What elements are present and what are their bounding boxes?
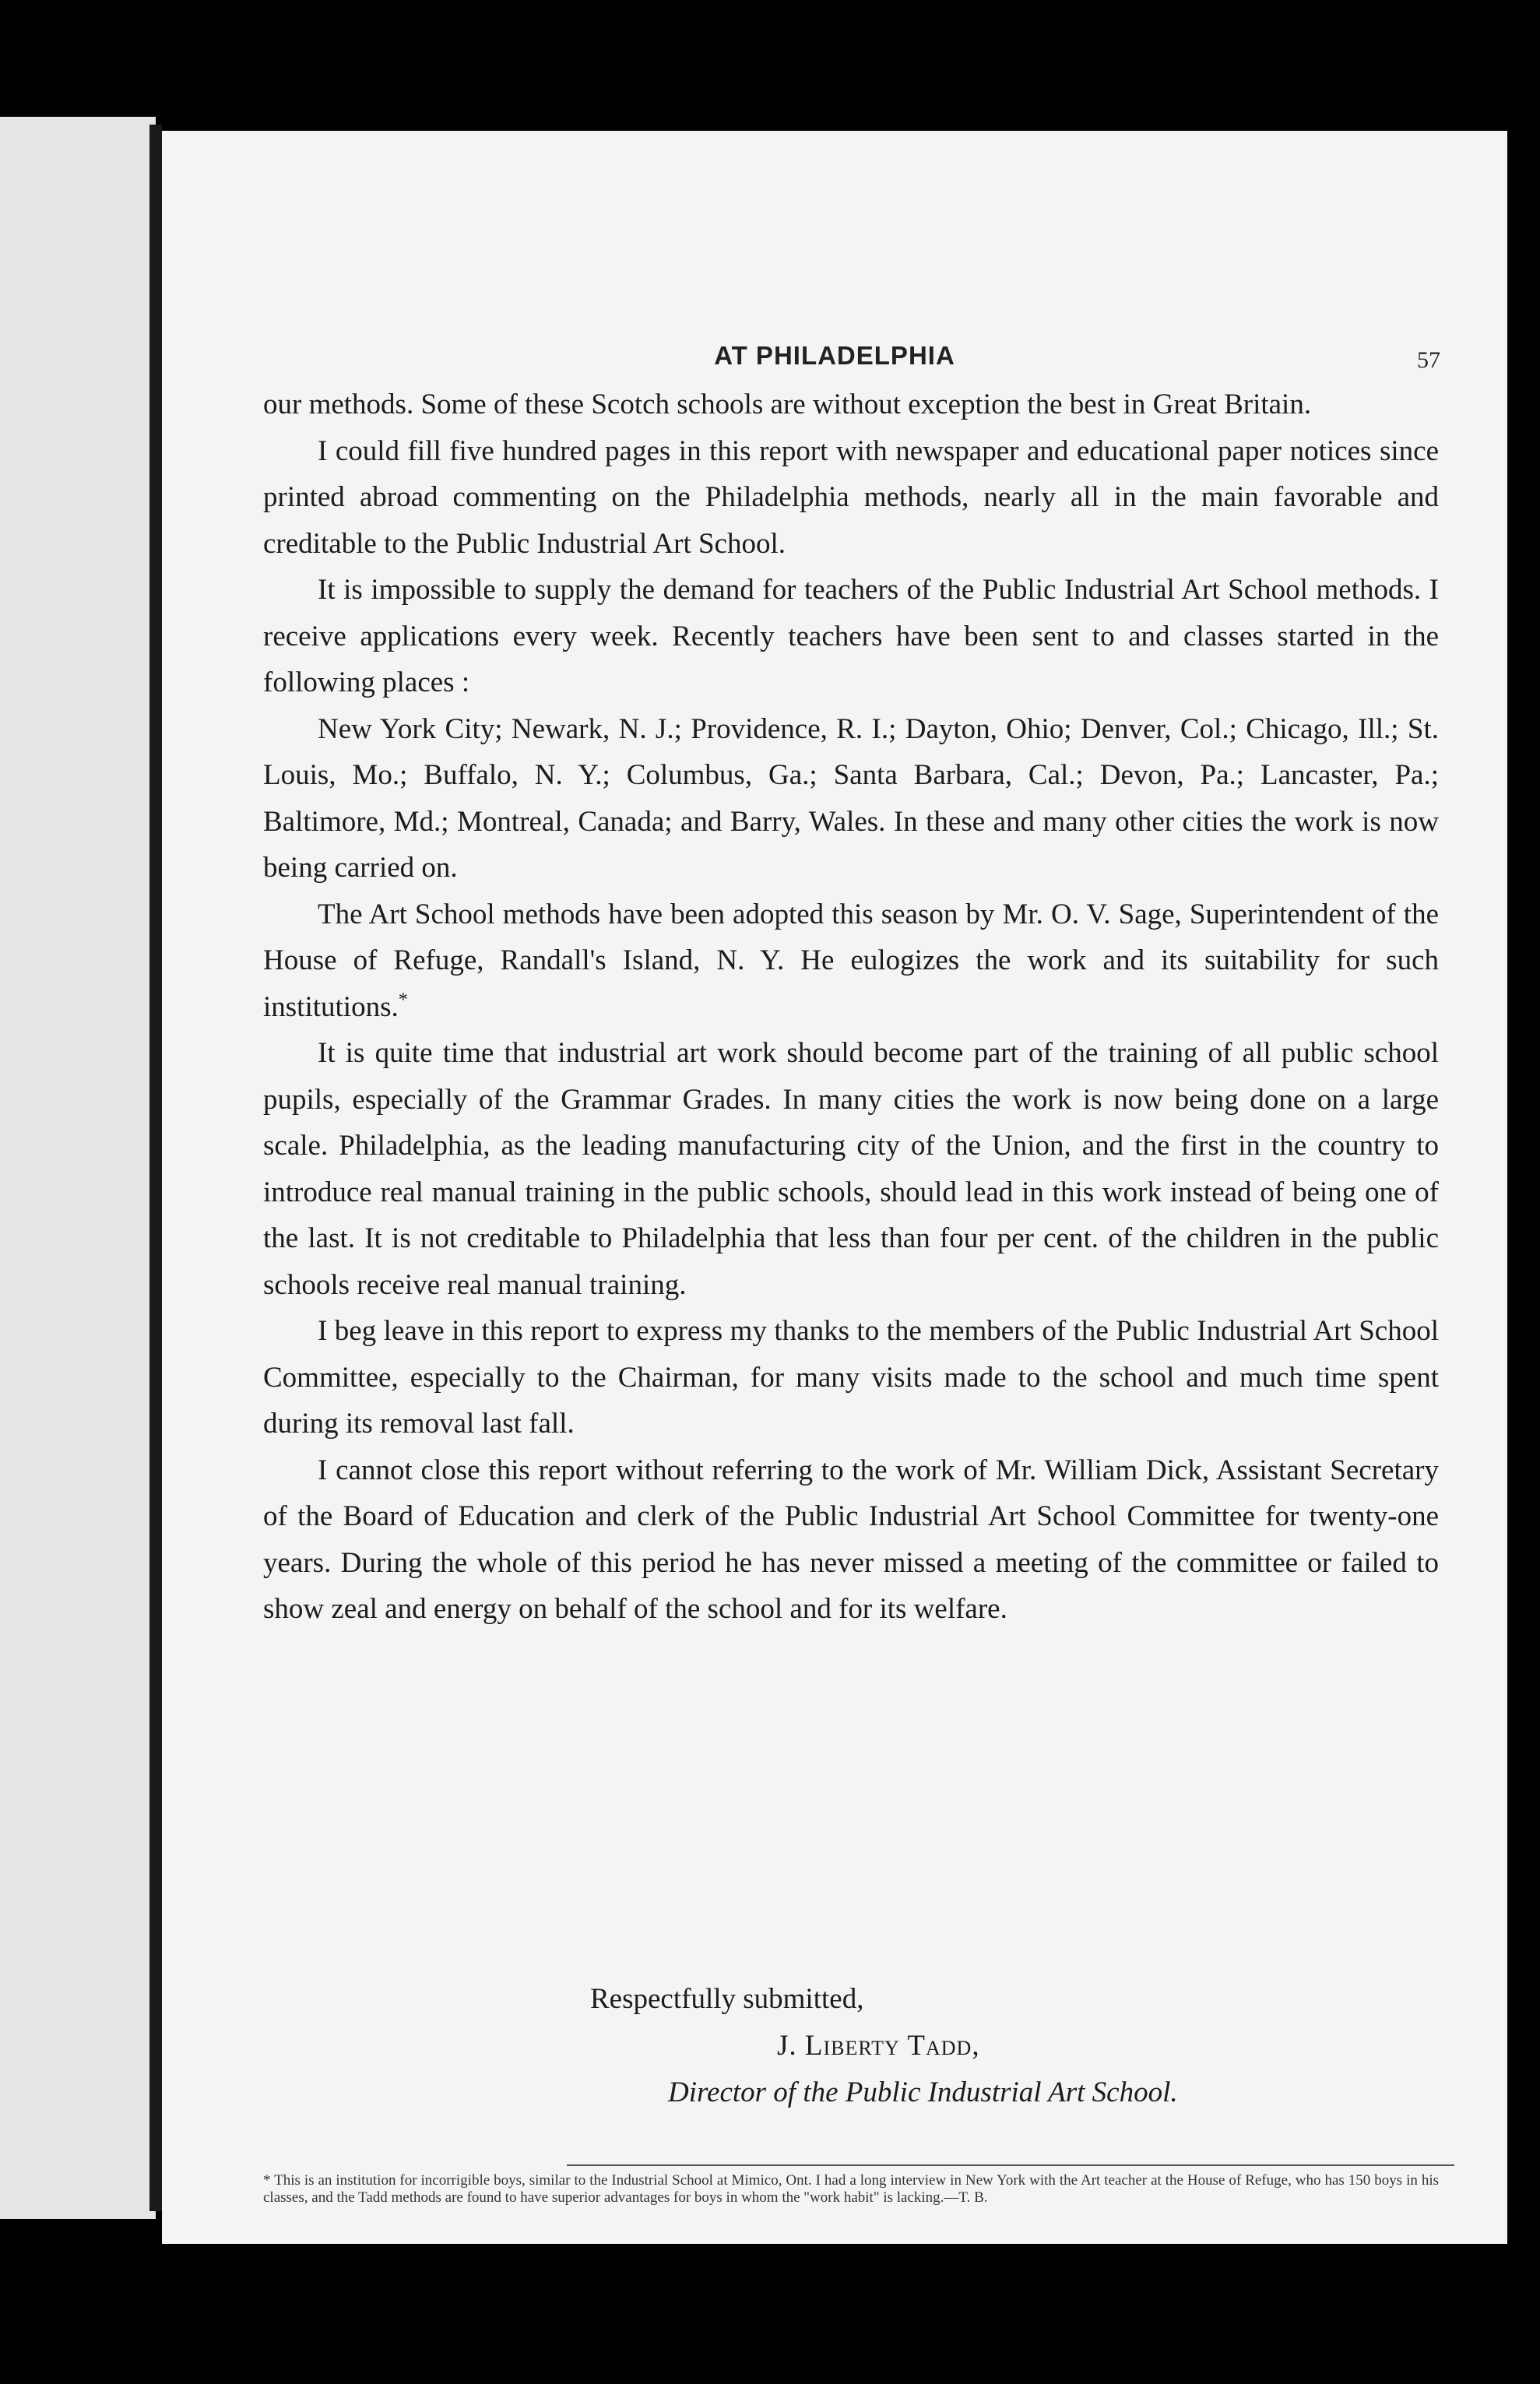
signature-closing: Respectfully submitted, xyxy=(590,1983,864,2015)
paragraph: It is impossible to supply the demand for teachers of the Public Industrial Art School methods. I receive applications every week. Recently teachers have been sent to and classes started in the following places : xyxy=(263,574,1439,698)
footnote: * This is an institution for incorrigible boys, similar to the Industrial School at Mimico, Ont. I had a long interview in New York with the Art teacher at the House of Refuge, who has 150 boys in his classes, and the Tadd methods are found to have superior advantages for boys in whom the "work habit" is lacking.—T. B. xyxy=(263,2172,1439,2206)
body-text xyxy=(263,382,1439,1633)
paragraph-text: The Art School methods have been adopted this season by Mr. O. V. Sage, Superintendent of the House of Refuge, Randall's Island, N. Y. He eulogizes the work and its suitability for such institutions. xyxy=(263,898,1439,1023)
book-page xyxy=(162,131,1507,2244)
running-title: AT PHILADELPHIA xyxy=(714,341,955,370)
paragraph: It is quite time that industrial art work should become part of the training of all public school pupils, especially of the Grammar Grades. In many cities the work is now being done on a large scale. Philadelphia, as the leading manufacturing city of the Union, and the first in the country to introduce real manual training in the public schools, should lead in this work instead of being one of the last. It is not creditable to Philadelphia that less than four per cent. of the children in the public schools receive real manual training. xyxy=(263,1037,1439,1301)
footnote-mark: * xyxy=(398,990,408,1011)
paragraph: I cannot close this report without referring to the work of Mr. William Dick, Assistant Secretary of the Board of Education and clerk of the Public Industrial Art School Committee for twenty-one years. During the whole of this period he has never missed a meeting of the committee or failed to show zeal and energy on behalf of the school and for its welfare. xyxy=(263,1454,1439,1625)
signature-block xyxy=(263,1976,1439,2116)
facing-page-edge xyxy=(0,117,156,2219)
binding-shadow xyxy=(149,125,162,2211)
page-number: 57 xyxy=(1417,347,1440,373)
paragraph-continued: our methods. Some of these Scotch schools are without exception the best in Great Britain. xyxy=(263,389,1312,420)
paragraph: I could fill five hundred pages in this report with newspaper and educational paper notices since printed abroad commenting on the Philadelphia methods, nearly all in the main favorable and creditable to the Public Industrial Art School. xyxy=(263,434,1439,560)
signature-name: J. Liberty Tadd, xyxy=(777,2030,980,2062)
footnote-rule xyxy=(567,2164,1454,2166)
running-head xyxy=(162,341,1507,388)
paragraph-places-list: New York City; Newark, N. J.; Providence, R. I.; Dayton, Ohio; Denver, Col.; Chicago, Ill.; St. Louis, Mo.; Buffalo, N. Y.; Columbus, Ga.; Santa Barbara, Cal.; Devon, Pa.; Lancaster, Pa.; Baltimore, Md.; Montreal, Canada; and Barry, Wales. In these and many other cities the work is now being carried on. xyxy=(263,712,1439,884)
paragraph-with-footnote xyxy=(263,891,1439,1031)
paragraph: I beg leave in this report to express my thanks to the members of the Public Industrial Art School Committee, especially to the Chairman, for many visits made to the school and much time spent during its removal last fall. xyxy=(263,1315,1439,1440)
signature-title: Director of the Public Industrial Art School. xyxy=(668,2076,1178,2108)
